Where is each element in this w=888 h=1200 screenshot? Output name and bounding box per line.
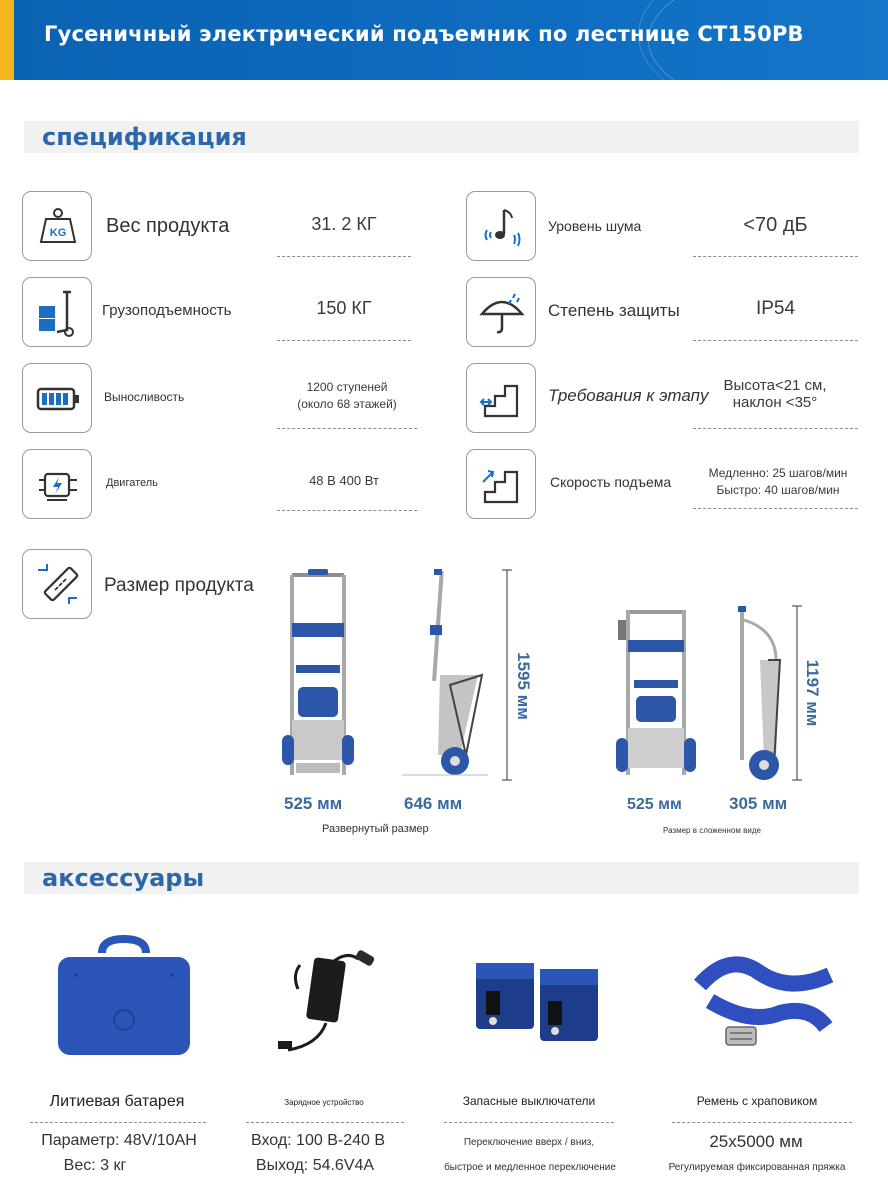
weight-kg-icon — [33, 202, 83, 252]
umbrella-icon — [477, 288, 527, 338]
hand-truck-icon — [33, 288, 83, 338]
switches-name: Запасные выключатели — [462, 1094, 596, 1108]
unfolded-side-drawing — [400, 565, 490, 785]
speed-label: Скорость подъема — [550, 474, 672, 490]
capacity-value: 150 КГ — [316, 298, 372, 318]
endurance-icon-box — [22, 363, 92, 433]
folded-front-drawing — [612, 600, 702, 785]
charger-image — [268, 945, 388, 1060]
motor-value: 48 В 400 Вт — [309, 473, 379, 488]
motor-icon — [33, 460, 83, 510]
endurance-value-line: (около 68 этажей) — [297, 397, 397, 411]
strap-name: Ремень с храповиком — [696, 1094, 818, 1108]
endurance-value-line: 1200 ступеней — [306, 380, 388, 394]
stair-req-value-line: Высота<21 см, — [723, 377, 827, 394]
stair-req-icon-box — [466, 363, 536, 433]
divider — [277, 428, 417, 429]
endurance-value — [277, 379, 417, 413]
divider — [693, 256, 858, 257]
strap-buckle: Регулируемая фиксированная пряжка — [668, 1162, 846, 1173]
divider — [246, 1122, 404, 1123]
ruler-icon — [33, 560, 83, 610]
battery-weight: Вес: 3 кг — [63, 1157, 127, 1174]
endurance-label: Выносливость — [104, 390, 185, 404]
battery-param: Параметр: 48V/10AH — [41, 1132, 197, 1149]
divider — [693, 428, 858, 429]
divider — [444, 1122, 614, 1123]
battery-name: Литиевая батарея — [49, 1093, 185, 1110]
folded-depth-text: 305 мм — [729, 794, 788, 813]
protection-label: Степень защиты — [548, 301, 680, 320]
size-icon-box — [22, 549, 92, 619]
ratchet-strap-image — [690, 955, 840, 1055]
divider — [693, 340, 858, 341]
charger-name: Зарядное устройство — [284, 1098, 364, 1107]
header-banner — [0, 0, 888, 80]
noise-value: <70 дБ — [743, 214, 808, 236]
kg-text: KG — [49, 227, 67, 239]
motor-label: Двигатель — [106, 477, 158, 489]
switches-desc: Переключение вверх / вниз, — [463, 1137, 595, 1148]
battery-icon — [33, 374, 83, 424]
folded-width-text: 525 мм — [627, 796, 682, 813]
charger-input: Вход: 100 В-240 В — [250, 1132, 386, 1149]
motor-icon-box — [22, 449, 92, 519]
capacity-label: Грузоподъемность — [102, 302, 232, 319]
stair-req-value — [700, 377, 850, 411]
stairs-icon — [477, 374, 527, 424]
switches-desc: быстрое и медленное переключение — [444, 1162, 616, 1173]
accessories-heading: аксессуары — [42, 864, 205, 892]
music-note-icon — [477, 202, 527, 252]
unfolded-front-drawing — [278, 565, 358, 785]
weight-icon-box — [22, 191, 92, 261]
unfolded-height-text: 1595 мм — [514, 652, 533, 720]
folded-side-drawing — [726, 600, 796, 785]
charger-output: Выход: 54.6V4A — [255, 1157, 375, 1174]
size-label: Размер продукта — [104, 575, 254, 596]
speed-value-line: Медленно: 25 шагов/мин — [708, 466, 848, 480]
stairs-up-icon — [477, 460, 527, 510]
divider — [277, 340, 411, 341]
noise-icon-box — [466, 191, 536, 261]
divider — [277, 510, 417, 511]
divider — [672, 1122, 852, 1123]
spec-section-bar — [24, 121, 859, 153]
unfolded-depth-text: 646 мм — [404, 794, 463, 813]
weight-value: 31. 2 КГ — [311, 214, 377, 234]
divider — [30, 1122, 206, 1123]
unfolded-height-dimline — [500, 568, 514, 782]
folded-height-text: 1197 мм — [803, 659, 822, 727]
protection-icon-box — [466, 277, 536, 347]
accessories-section-bar — [24, 862, 859, 894]
noise-label: Уровень шума — [548, 218, 642, 234]
strap-size: 25x5000 мм — [709, 1132, 803, 1151]
weight-label: Вес продукта — [106, 215, 230, 237]
stair-req-value-line: наклон <35° — [732, 394, 818, 411]
speed-value-line: Быстро: 40 шагов/мин — [716, 483, 840, 497]
lithium-battery-image — [52, 935, 197, 1060]
spare-switches-image — [468, 955, 608, 1055]
unfolded-caption: Развернутый размер — [322, 823, 429, 835]
speed-value — [700, 465, 856, 499]
spec-heading: спецификация — [42, 123, 247, 151]
page-title: Гусеничный электрический подъемник по лестнице CT150PB — [44, 22, 804, 46]
stair-req-label: Требования к этапу — [548, 386, 709, 405]
speed-icon-box — [466, 449, 536, 519]
folded-caption: Размер в сложенном виде — [663, 826, 761, 835]
capacity-icon-box — [22, 277, 92, 347]
protection-value: IP54 — [755, 298, 796, 319]
unfolded-width-text: 525 мм — [284, 794, 343, 813]
divider — [277, 256, 411, 257]
divider — [693, 508, 858, 509]
accent-stripe — [0, 0, 14, 80]
